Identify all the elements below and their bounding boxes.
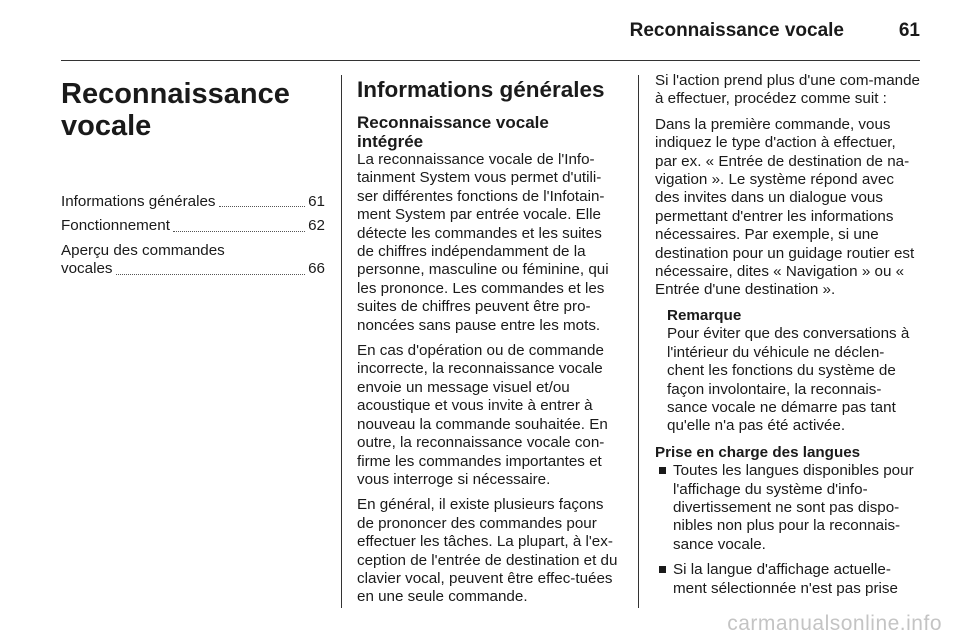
toc-label: Informations générales [61, 193, 216, 210]
toc-label-line2: vocales [61, 260, 113, 278]
languages-heading: Prise en charge des langues [655, 443, 861, 461]
note-title: Remarque [667, 306, 742, 324]
header-rule [61, 60, 920, 61]
toc-page: 62 [308, 217, 325, 235]
continuation-column [655, 72, 921, 605]
running-header-title: Reconnaissance vocale [629, 20, 844, 41]
toc-label-line1: Aperçu des commandes [61, 241, 225, 259]
toc-entry-apercu[interactable] [61, 242, 325, 279]
toc-leader-dots [173, 231, 305, 232]
toc-label: Fonctionnement [61, 217, 170, 235]
body-paragraph: La reconnaissance vocale de l'Info-tainment System vous permet d'utili-ser différentes fonctions de l'Infotain-ment System par entrée vocale. Elle détecte les commandes et les suites de chiffres indépendamment de la personne, masculine ou féminine, qui les prononce. Les commandes et les suites de chiffres peuvent être pro-noncées sans pause entre les mots. [357, 151, 609, 334]
toc-leader-dots [116, 274, 306, 275]
body-paragraph: En cas d'opération ou de commande incorrecte, la reconnaissance vocale envoie un message visuel et/ou acoustique et vous invite à entrer à nouveau la commande souhaitée. En outre, la reconnaissance vocale con-firme les commandes importantes et vous interroge si nécessaire. [357, 342, 608, 488]
section-column [357, 72, 622, 614]
toc-leader-dots [219, 206, 306, 207]
subsection-title-line1: Reconnaissance vocale [357, 113, 549, 132]
body-paragraph: En général, il existe plusieurs façons de prononcer des commandes pour effectuer les tâches. La plupart, à l'ex-ception de l'entrée de destination et du clavier vocal, peuvent être effec-tuées en une seule commande. [357, 496, 618, 606]
toc-page: 61 [308, 193, 325, 210]
chapter-title-line2: vocale [61, 110, 152, 142]
list-item: Toutes les langues disponibles pour l'affichage du système d'info-divertissement ne sont pas dispo-nibles non plus pour la reconnais-sance vocale. [655, 462, 921, 554]
subsection-title [357, 113, 622, 151]
column-divider-right [638, 75, 639, 608]
section-title: Informations générales [357, 77, 605, 102]
page-number: 61 [898, 20, 920, 41]
watermark: carmanualsonline.info [727, 612, 942, 635]
body-paragraph: Dans la première commande, vous indiquez le type d'action à effectuer, par ex. « Entrée de destination de na-vigation ». Le système répond avec des invites dans un dialogue vous permettant d'entrer les informations nécessaires. Par exemple, si une destination pour un guidage routier est nécessaire, dites « Navigation » ou « Entrée d'une destination ». [655, 115, 915, 299]
chapter-title [61, 78, 325, 142]
note-box [667, 307, 921, 436]
toc-entry-informations[interactable] [61, 193, 325, 211]
subsection-title-line2: intégrée [357, 132, 424, 151]
languages-bullet-list [655, 462, 921, 598]
toc-entry-apercu-line2 [61, 260, 325, 278]
chapter-column [61, 72, 325, 285]
list-item: Si la langue d'affichage actuelle-ment sélectionnée n'est pas prise [655, 561, 921, 598]
note-text: Pour éviter que des conversations à l'intérieur du véhicule ne déclen-chent les fonctions du système de façon involontaire, la reconnais-sance vocale ne démarre pas tant qu'elle n'a pas été activée. [667, 325, 910, 435]
table-of-contents [61, 193, 325, 279]
toc-entry-fonctionnement[interactable] [61, 217, 325, 235]
column-divider-left [341, 75, 342, 608]
chapter-title-line1: Reconnaissance [61, 78, 290, 110]
body-paragraph: Si l'action prend plus d'une com-mande à effectuer, procédez comme suit : [655, 72, 920, 108]
toc-page: 66 [308, 260, 325, 278]
